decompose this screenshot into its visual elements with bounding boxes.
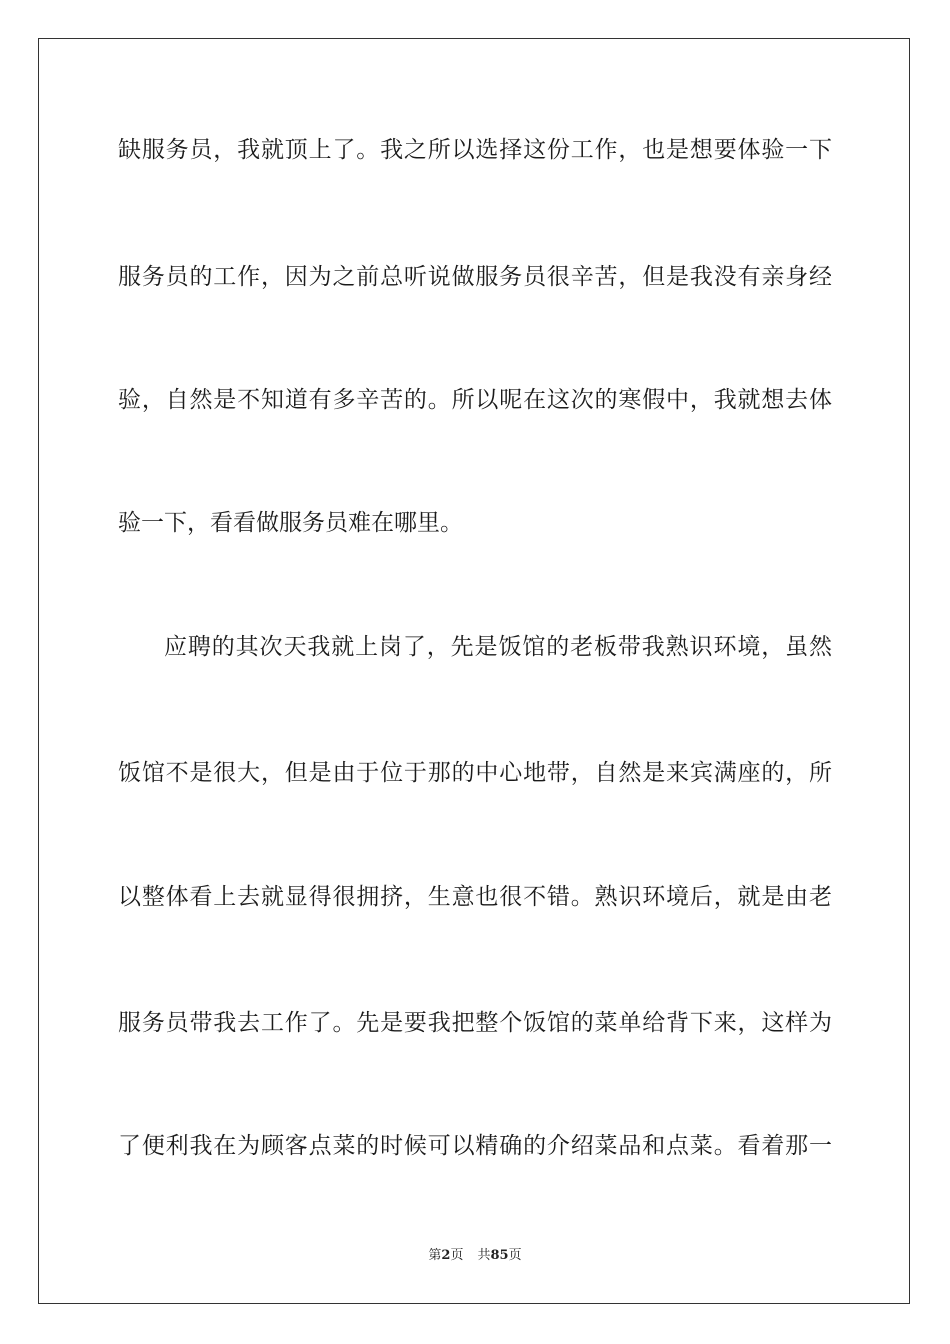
- text-line-3: 验，自然是不知道有多辛苦的。所以呢在这次的寒假中，我就想去体: [118, 387, 832, 413]
- page-footer: [0, 1247, 950, 1265]
- page-border: [38, 38, 910, 1304]
- text-line-4: 验一下，看看做服务员难在哪里。: [118, 510, 463, 536]
- total-pages: 85: [490, 1248, 509, 1263]
- text-line-1: 缺服务员，我就顶上了。我之所以选择这份工作，也是想要体验一下: [118, 137, 832, 163]
- page-number: 2: [441, 1248, 451, 1263]
- text-line-7: 以整体看上去就显得很拥挤，生意也很不错。熟识环境后，就是由老: [118, 884, 832, 910]
- text-line-9: 了便利我在为顾客点菜的时候可以精确的介绍菜品和点菜。看着那一: [118, 1133, 832, 1159]
- page-label-prefix: 第: [428, 1248, 442, 1263]
- text-line-8: 服务员带我去工作了。先是要我把整个饭馆的菜单给背下来，这样为: [118, 1010, 832, 1036]
- total-label-suffix: 页: [508, 1248, 522, 1263]
- page-label-suffix: 页: [450, 1248, 464, 1263]
- text-line-6: 饭馆不是很大，但是由于位于那的中心地带，自然是来宾满座的，所: [118, 760, 832, 786]
- total-label-prefix: 共: [477, 1248, 491, 1263]
- text-line-5-paragraph-start: 应聘的其次天我就上岗了，先是饭馆的老板带我熟识环境，虽然: [164, 634, 832, 660]
- text-line-2: 服务员的工作，因为之前总听说做服务员很辛苦，但是我没有亲身经: [118, 264, 832, 290]
